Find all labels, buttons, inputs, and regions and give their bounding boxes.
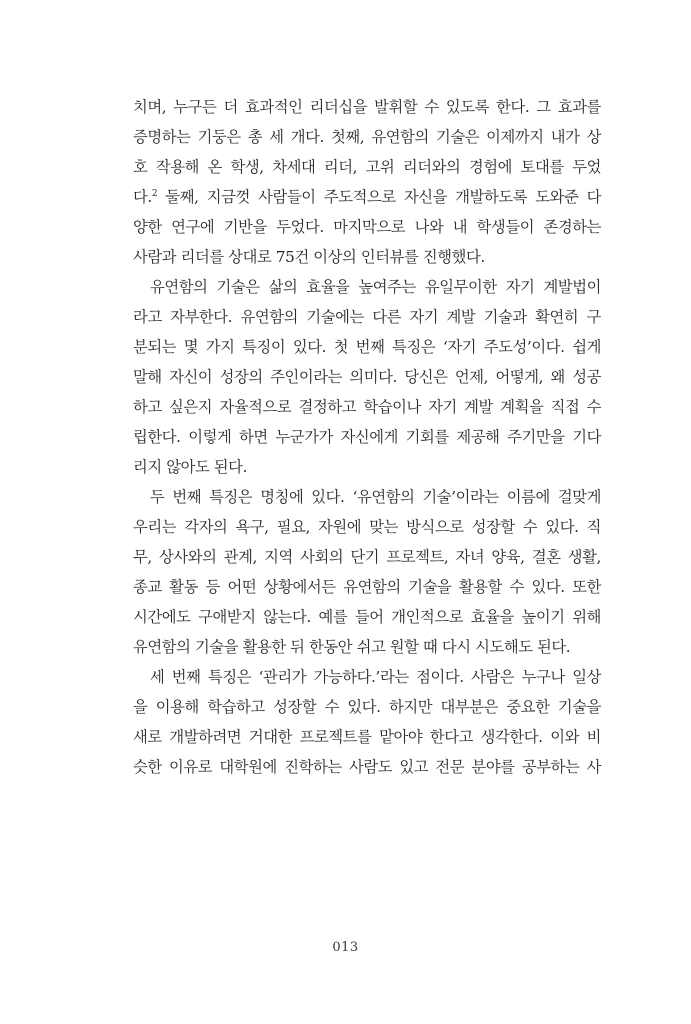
- text-line: 유연함의 기술은 삶의 효율을 높여주는 유일무이한 자기 계발법이: [150, 278, 601, 296]
- text-fragment: 둘째, 지금껏 사람들이 주도적으로 자신을 개발하도록 도와준 다: [165, 188, 601, 206]
- text-fragment: 다.: [133, 188, 152, 206]
- footnote-ref: 2: [151, 189, 158, 199]
- text-line: 새로 개발하려면 거대한 프로젝트를 맡아야 한다고 생각한다. 이와 비: [133, 728, 601, 746]
- text-line: 라고 자부한다. 유연함의 기술에는 다른 자기 계발 기술과 확연히 구: [133, 308, 601, 326]
- text-line: 호 작용해 온 학생, 차세대 리더, 고위 리더와의 경험에 토대를 두었: [133, 158, 601, 176]
- paragraph: [133, 482, 601, 662]
- text-line: 분되는 몇 가지 특징이 있다. 첫 번째 특징은 ‘자기 주도성’이다. 쉽게: [133, 338, 601, 356]
- page-number: 013: [332, 940, 359, 955]
- text-line: 립한다. 이렇게 하면 누군가가 자신에게 기회를 제공해 주기만을 기다: [133, 428, 601, 446]
- text-line: 시간에도 구애받지 않는다. 예를 들어 개인적으로 효율을 높이기 위해: [133, 608, 601, 626]
- text-line: 사람과 리더를 상대로 75건 이상의 인터뷰를 진행했다.: [133, 248, 485, 266]
- text-line: 하고 싶은지 자율적으로 결정하고 학습이나 자기 계발 계획을 직접 수: [133, 398, 601, 416]
- paragraph: [133, 92, 601, 272]
- text-line: 우리는 각자의 욕구, 필요, 자원에 맞는 방식으로 성장할 수 있다. 직: [133, 518, 601, 536]
- text-line: 종교 활동 등 어떤 상황에서든 유연함의 기술을 활용할 수 있다. 또한: [133, 578, 601, 596]
- text-line: 말해 자신이 성장의 주인이라는 의미다. 당신은 언제, 어떻게, 왜 성공: [133, 368, 601, 386]
- text-line: 세 번째 특징은 ‘관리가 가능하다.’라는 점이다. 사람은 누구나 일상: [150, 668, 601, 686]
- text-line: 리지 않아도 된다.: [133, 458, 248, 476]
- paragraph: [133, 662, 601, 782]
- text-line: [133, 182, 601, 212]
- text-line: 무, 상사와의 관계, 지역 사회의 단기 프로젝트, 자녀 양육, 결혼 생활,: [133, 548, 601, 566]
- text-line: 두 번째 특징은 명칭에 있다. ‘유연함의 기술’이라는 이름에 걸맞게: [150, 488, 601, 506]
- text-line: 증명하는 기둥은 총 세 개다. 첫째, 유연함의 기술은 이제까지 내가 상: [133, 128, 601, 146]
- paragraph: [133, 272, 601, 482]
- text-line: 양한 연구에 기반을 두었다. 마지막으로 나와 내 학생들이 존경하는: [133, 218, 601, 236]
- text-line: 을 이용해 학습하고 성장할 수 있다. 하지만 대부분은 중요한 기술을: [133, 698, 601, 716]
- text-line: 슷한 이유로 대학원에 진학하는 사람도 있고 전문 분야를 공부하는 사: [133, 758, 601, 776]
- text-line: 치며, 누구든 더 효과적인 리더십을 발휘할 수 있도록 한다. 그 효과를: [133, 98, 601, 116]
- body-text: [133, 92, 601, 782]
- text-line: 유연함의 기술을 활용한 뒤 한동안 쉬고 원할 때 다시 시도해도 된다.: [133, 638, 571, 656]
